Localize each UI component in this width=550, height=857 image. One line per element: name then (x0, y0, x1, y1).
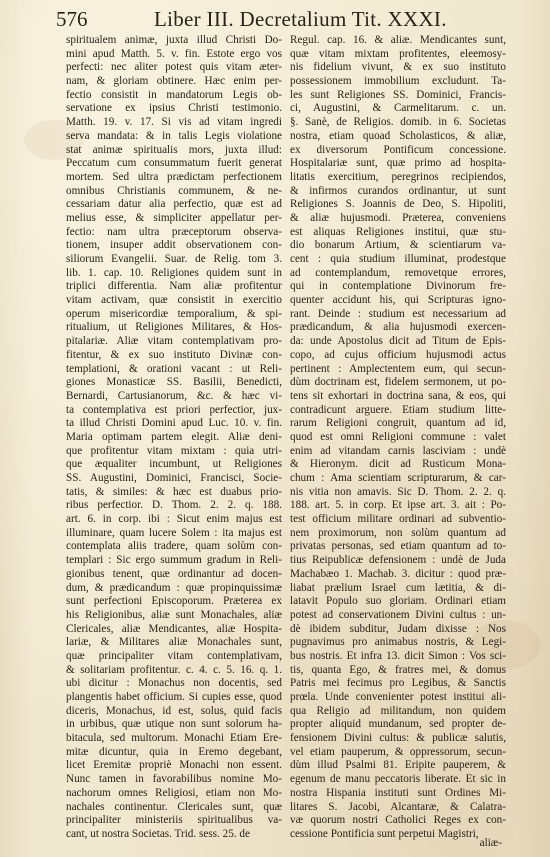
left-column-line: fectio consistit in mandatorum Legis ob- (66, 88, 282, 101)
right-column-line: dùm doctrinam est, fidelem sermonem, ut po- (290, 376, 506, 389)
right-column-line: Regul. cap. 16. & aliæ. Mendicantes sunt, (290, 34, 506, 46)
right-column-line: pertinent : Amplectentem eum, qui secun- (290, 362, 506, 375)
left-column-line: nachales continentur. Clericales sunt, quæ (66, 800, 282, 813)
left-column-line: templari : Sic ergo summum gradum in Reli- (66, 554, 282, 567)
right-column-line: cessione Pontificia sunt perpetui Magistri, (290, 827, 479, 840)
right-column-line: fensionem Divini cultus: & publicæ salutis, (290, 732, 506, 745)
right-column-line: possessionem immobilium excludunt. Ta- (290, 75, 506, 88)
right-column-line: ad contemplandum, removetque errores, (290, 266, 506, 279)
left-column-line: mini apud Matth. 5. v. fin. Estote ergo vos (66, 47, 282, 60)
running-title: Liber III. Decretalium Tit. XXXI. (154, 7, 447, 31)
left-column-line: tatis, & similes: & hæc est duabus prio- (66, 485, 282, 498)
left-column-line: Maria optimam partem elegit. Aliæ deni- (66, 430, 282, 443)
right-column-line: copo, ad cujus officium hujusmodi actus (290, 348, 506, 361)
left-column-line: templationi, & orationi vacant : ut Reli- (66, 362, 282, 375)
right-text-column (290, 34, 506, 842)
right-column-line: ci, Augustini, & Carmelitarum. c. un. (290, 102, 506, 115)
right-column-line: qui in contemplatione Divinorum fre- (290, 280, 506, 293)
right-column-line: egenum de manu peccatoris liberate. Et sic in (290, 773, 506, 786)
left-column-line: Peccatum cum consummatum fuerit generat (66, 157, 282, 170)
right-column-line: 188. art. 5. in corp. Et ipse art. 3. ait : Po- (290, 499, 506, 512)
left-column-line: fectio: nam ultra præceptorum observa- (66, 225, 282, 238)
left-column-line: perfecti: nec aliter potest quis vitam æter- (66, 61, 282, 74)
left-column-line: cant, ut nostra Societas. Trid. sess. 25. de (66, 827, 250, 840)
left-column-line: siliorum Evangelii. Suar. de Relig. tom 3. (66, 253, 282, 265)
right-column-line: contradicunt arguere. Etiam studium litte- (290, 403, 506, 416)
right-column-line: tius Reipublicæ defensionem : undè de Juda (290, 554, 506, 567)
right-column-line: tis, quanta Ego, & fratres mei, & domus (290, 663, 506, 676)
page-number: 576 (56, 7, 88, 31)
right-column-line: latavit Populo suo gloriam. Ordinari etiam (290, 595, 506, 608)
left-column-line: Matth. 19. v. 17. Si vis ad vitam ingredi (66, 116, 282, 129)
right-column-line: potest ad conservationem Divini cultus : un- (290, 608, 506, 621)
right-column-line: dùm illud Psalmi 81. Eripite pauperem, & (290, 759, 506, 772)
right-column-line: nis fidelium vivunt, & ex suo instituto (290, 61, 506, 74)
left-column-line: serva mandata: & in talis Legis violatione (66, 129, 282, 142)
left-column-line: omnibus Christianis communem, & ne- (66, 184, 282, 197)
left-column-line: operum misericordiæ temporalium, & spi- (66, 307, 282, 320)
right-column-line: dè ibidem subditur, Judam dixisse : Nos (290, 622, 506, 635)
left-column-line: ta contemplativa est priori perfectior, jux- (66, 403, 282, 416)
right-column-line: enim ad vitandam carnis lasciviam : undè (290, 444, 506, 457)
right-column-line: quenter accidunt his, qui Scripturas igno- (290, 294, 506, 307)
left-column-line: art. 6. in corp. ibi : Sicut enim majus est (66, 513, 282, 526)
left-column-line: principaliter ministeriis spiritualibus va- (66, 814, 282, 827)
left-column-line: triplici differentia. Nam aliæ profitentur (66, 280, 282, 293)
left-column-line: cessariam datur alia perfectio, quæ est ad (66, 198, 282, 211)
left-column-line: sunt perfectioni Episcoporum. Præterea ex (66, 595, 282, 608)
right-column-line: nostra Hispania instituti sunt Ordines Mi- (290, 786, 506, 799)
right-column-line: Machabæo 1. Machab. 3. dicitur : quod præ- (290, 567, 506, 580)
left-column-line: lariæ, & Militares aliæ Monachales sunt, (66, 636, 282, 649)
right-column-line: Religiones S. Joannis de Deo, S. Hipoliti, (290, 198, 506, 211)
right-column-line: chum : Ama scientiam scripturarum, & car- (290, 472, 506, 484)
left-column-line: his Religionibus, aliæ sunt Monachales, aliæ (66, 608, 282, 621)
left-column-line: giones Monasticæ SS. Basilii, Benedicti, (66, 376, 282, 389)
left-column-line: dum, & prædicandum : quæ propinquissimæ (66, 581, 282, 594)
right-column-line: quod est omni Religioni commune : valet (290, 430, 506, 443)
left-column-line: contemplata aliis tradere, quam solùm con- (66, 540, 282, 553)
right-column-line: nem proximorum, non solùm quantum ad (290, 526, 506, 539)
left-column-line: Nunc tamen in favorabilibus nomine Mo- (66, 773, 282, 786)
right-column-line: rarum Religioni congruit, quantum ad id, (290, 417, 506, 430)
left-column-line: spiritualem animæ, juxta illud Christi Do- (66, 34, 282, 46)
right-column-line: les sunt Religiones SS. Dominici, Francis- (290, 88, 506, 101)
right-column-line: vel etiam pauperum, & oppressorum, secun- (290, 745, 506, 758)
left-column-line: pitalariæ. Aliæ vitam contemplativam pro- (66, 335, 282, 348)
right-column-line: prædicandum, & alia hujusmodi exercen- (290, 321, 506, 334)
left-column-line: vitam activam, quæ consistit in exercitio (66, 294, 282, 307)
left-column-line: nachorum omnes Religiosi, etiam non Mo- (66, 786, 282, 799)
right-column-line: & infirmos curandos ordinantur, ut sunt (290, 184, 506, 197)
right-column-line: litares S. Jacobi, Alcantaræ, & Calatra- (290, 800, 506, 813)
right-column-line: Hospitalariæ sunt, quæ primo ad hospita- (290, 157, 506, 170)
left-column-line: que profitentur vitam mixtam : quia utri- (66, 444, 282, 457)
right-column-line: cent : quia studium illuminat, prodestque (290, 253, 506, 265)
right-column-line: rant. Deinde : studium est necessarium ad (290, 307, 506, 320)
left-column-line: nam, & gloriam obtinere. Hæc enim per- (66, 75, 282, 88)
right-column-line: Patris mei fecimus pro Legibus, & Sanctis (290, 677, 506, 690)
left-column-line: diceris, Monachus, id est, solus, quid facis (66, 704, 282, 717)
left-column-line: & solitariam profitentur. c. 4. c. 5. 16. q. 1. (66, 663, 282, 676)
right-column-line: propter aliquid mundanum, sed propter de- (290, 718, 506, 731)
left-text-column (66, 34, 282, 842)
right-column-line: §. Sanè, de Religios. domib. in 6. Societas (290, 116, 506, 129)
left-column-line: SS. Augustini, Dominici, Francisci, Socie- (66, 472, 282, 484)
left-column-line: stat animæ spiritualis mors, juxta illud: (66, 143, 282, 156)
right-column-line: privatas personas, sed etiam quantum ad to- (290, 540, 506, 553)
right-column-line: dio bonarum Artium, & scientiarum va- (290, 239, 506, 252)
left-column-line: lib. 1. cap. 10. Religiones quidem sunt in (66, 266, 282, 279)
left-column-line: bitacula, sed multorum. Monachi Etiam Ere- (66, 732, 282, 745)
left-column-line: licet Eremitæ propriè Monachi non essent. (66, 759, 282, 772)
right-column-line: tens sit exhortari in doctrina sana, & eos, qui (290, 389, 506, 402)
right-column-line: est aliquas Religiones institui, quæ stu- (290, 225, 506, 238)
left-column-line: ta illud Christi Domini apud Luc. 10. v. fin. (66, 417, 282, 430)
left-column-line: Clericales, aliæ Mendicantes, aliæ Hospita- (66, 622, 282, 635)
left-column-line: gionibus tenent, quæ ordinantur ad docen- (66, 567, 282, 580)
left-column-line: que æqualiter incumbunt, ut Religiones (66, 458, 282, 471)
left-column-line: tionem, insuper addit observationem con- (66, 239, 282, 252)
right-column-line: ex diversorum Pontificum concessione. (290, 143, 506, 156)
right-column-line: da: unde Apostolus dicit ad Titum de Epis- (290, 335, 506, 348)
right-column-line: prœla. Unde convenienter potest institui ali- (290, 691, 506, 703)
right-column-line: test officium militare ordinari ad subventio- (290, 513, 506, 526)
right-column-line: litatis exercitium, peregrinos recipiendos, (290, 170, 506, 183)
right-column-line: & aliæ hujusmodi. Præterea, conveniens (290, 211, 506, 224)
left-column-line: Bernardi, Cartusianorum, &c. & hæc vi- (66, 389, 282, 402)
right-column-line: nostra, etiam quoad Scholasticos, & aliæ, (290, 129, 506, 142)
right-column-line: nis vitia non amavis. Sic D. Thom. 2. 2. q. (290, 485, 506, 498)
left-column-line: melius esse, & simpliciter appellatur per- (66, 211, 282, 224)
right-column-line: quæ vitam mixtam profitentes, eleemosy- (290, 47, 506, 60)
catchword: aliæ- (479, 837, 502, 849)
left-column-line: servatione ex ipsius Christi testimonio. (66, 102, 282, 115)
left-column-line: mitæ dicuntur, quia in Eremo degebant, (66, 745, 282, 758)
right-column-line: bus nostris. Et infra 13. dicit Simon : Vos sci- (290, 649, 506, 662)
left-column-line: illuminare, quam lucere Solem : ita majus est (66, 526, 282, 539)
page-header (56, 5, 510, 33)
left-column-line: ubi dicitur : Monachus non docentis, sed (66, 677, 282, 690)
left-column-line: mortem. Sed ultra prædictam perfectionem (66, 170, 282, 183)
left-column-line: in urbibus, quæ utique non sunt solorum ha- (66, 718, 282, 731)
left-column-line: quæ principaliter vitam contemplativam, (66, 649, 282, 662)
right-column-line: væ quorum nostri Catholici Reges ex con- (290, 814, 506, 827)
right-column-line: pugnavimus pro animabus nostris, & Legi- (290, 636, 506, 649)
left-column-line: ritualium, ut Religiones Militares, & Hos- (66, 321, 282, 334)
left-column-line: ribus perfectior. D. Thom. 2. 2. q. 188. (66, 499, 282, 512)
right-column-line: liabat prælium Israel cum lætitia, & di- (290, 581, 506, 594)
left-column-line: fitentur, & ex suo instituto Divinæ con- (66, 348, 282, 361)
right-column-line: & Hieronym. dicit ad Rusticum Mona- (290, 458, 506, 471)
right-column-line: qua Religio ad militandum, non quidem (290, 704, 506, 717)
left-column-line: plangentis habet officium. Si cupies esse, quod (66, 691, 282, 703)
